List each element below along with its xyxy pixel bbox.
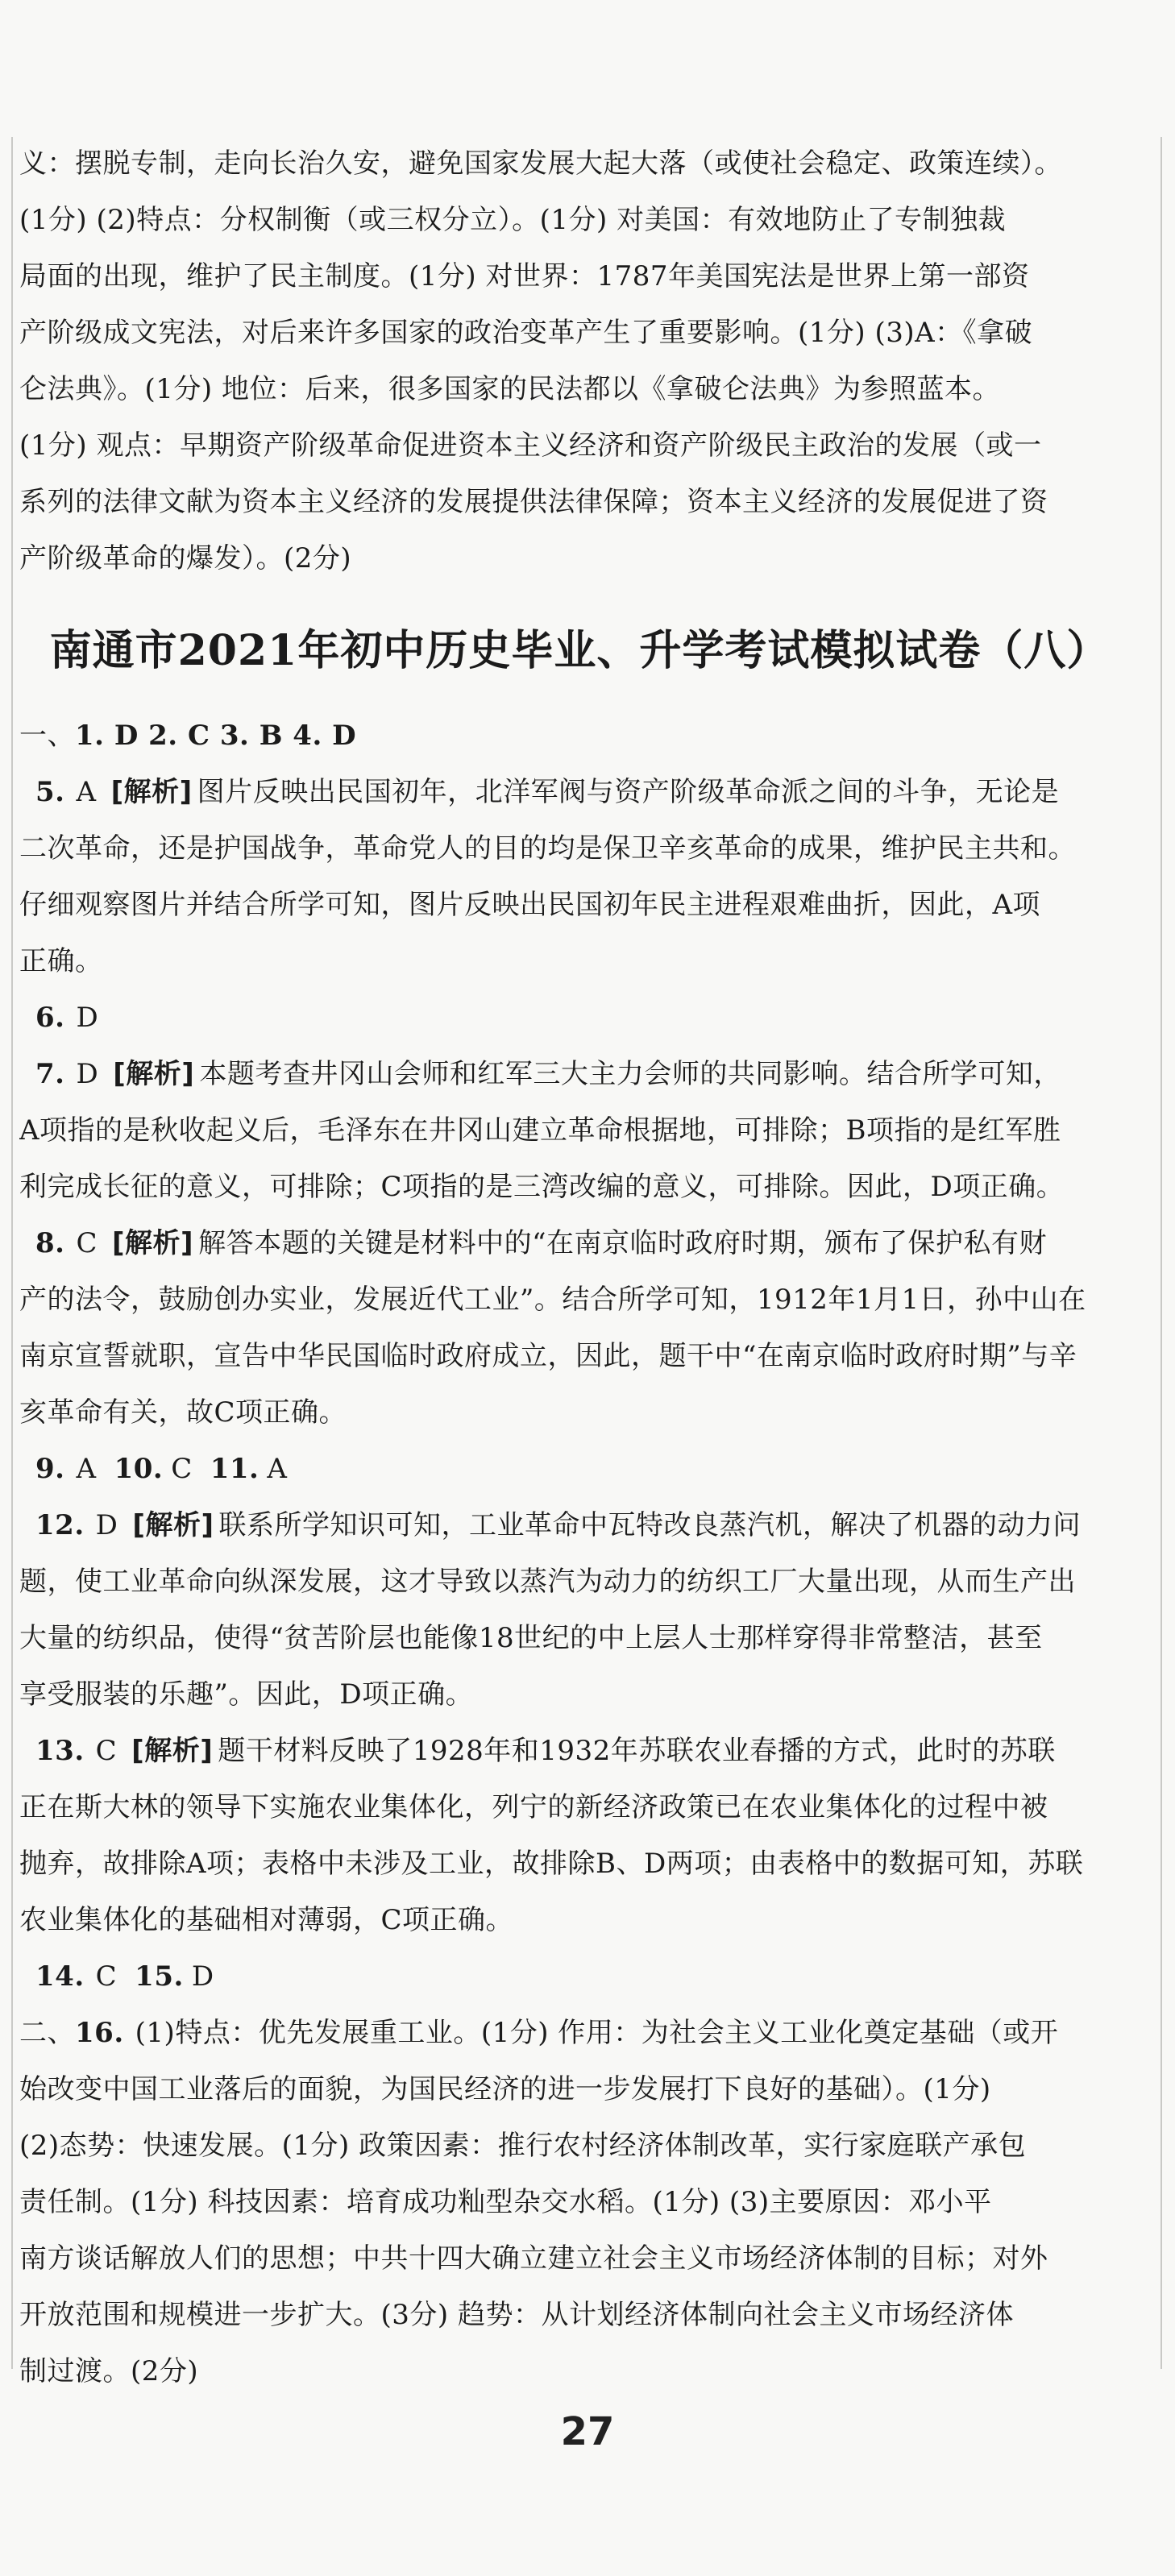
analysis-tag: [解析]: [132, 1509, 214, 1541]
text-line: 本题考查井冈山会师和红军三大主力会师的共同影响。结合所学可知，: [199, 1058, 1061, 1090]
analysis-tag: [解析]: [110, 776, 193, 808]
text-line: 制过渡。(2分): [19, 2355, 199, 2387]
answer-q12: [19, 1497, 1140, 1723]
answer-letter: A: [76, 776, 97, 808]
text-line: 农业集体化的基础相对薄弱，C项正确。: [19, 1904, 514, 1936]
answer-letter: C: [76, 1227, 98, 1259]
text-line: 开放范围和规模进一步扩大。(3分) 趋势：从计划经济体制向社会主义市场经济体: [19, 2299, 1014, 2331]
page-number: 27: [560, 2409, 615, 2454]
text-line: 产阶级革命的爆发）。(2分): [19, 542, 352, 575]
answer-letter: D: [95, 1509, 118, 1541]
text-line: (2)态势：快速发展。(1分) 政策因素：推行农村经济体制改革，实行家庭联产承包: [19, 2130, 1027, 2162]
text-line: 仑法典》。(1分) 地位：后来，很多国家的民法都以《拿破仑法典》为参照蓝本。: [19, 373, 1000, 405]
question-number: 6.: [35, 1002, 65, 1034]
text-line: A项指的是秋收起义后，毛泽东在井冈山建立革命根据地，可排除；B项指的是红军胜: [19, 1114, 1061, 1147]
text-line: 抛弃，故排除A项；表格中未涉及工业，故排除B、D两项；由表格中的数据可知，苏联: [19, 1848, 1084, 1880]
text-line: 大量的纺织品，使得“贫苦阶层也能像18世纪的中上层人士那样穿得非常整洁，甚至: [19, 1622, 1043, 1654]
question-number: 15.: [135, 1960, 184, 1993]
text-line: (1)特点：优先发展重工业。(1分) 作用：为社会主义工业化奠定基础（或开: [135, 2017, 1059, 2049]
question-number: 10.: [114, 1453, 164, 1485]
answer-letter: D: [191, 1960, 214, 1993]
text-line: 题，使工业革命向纵深发展，这才导致以蒸汽为动力的纺织工厂大量出现，从而生产出: [19, 1566, 1076, 1598]
answer-q13: [19, 1723, 1140, 1948]
text-line: 产的法令，鼓励创办实业，发展近代工业”。结合所学可知，1912年1月1日，孙中山在: [19, 1284, 1086, 1316]
question-number: 7.: [35, 1058, 65, 1090]
section-prefix: 二、: [19, 2017, 75, 2049]
analysis-tag: [解析]: [112, 1227, 194, 1259]
section-prefix: 一、: [19, 720, 75, 752]
answer-letter: C: [171, 1453, 193, 1485]
analysis-tag: [解析]: [131, 1735, 214, 1767]
analysis-tag: [解析]: [113, 1058, 195, 1090]
question-number: 12.: [35, 1509, 85, 1541]
answer-q5: [19, 764, 1140, 989]
text-line: 仔细观察图片并结合所学可知，图片反映出民国初年民主进程艰难曲折，因此，A项: [19, 889, 1041, 921]
answers-text: 1. D 2. C 3. B 4. D: [75, 720, 357, 752]
question-number: 8.: [35, 1227, 65, 1259]
text-line: 南方谈话解放人们的思想；中共十四大确立建立社会主义市场经济体制的目标；对外: [19, 2242, 1048, 2275]
text-line: 联系所学知识可知，工业革命中瓦特改良蒸汽机，解决了机器的动力问: [218, 1509, 1081, 1541]
right-margin-rule: [1160, 137, 1162, 2369]
question-number: 13.: [35, 1735, 85, 1767]
text-line: 系列的法律文献为资本主义经济的发展提供法律保障；资本主义经济的发展促进了资: [19, 486, 1048, 518]
question-number: 9.: [35, 1453, 65, 1485]
answer-q6: [19, 989, 1140, 1046]
question-number: 14.: [35, 1960, 85, 1993]
text-line: (1分) 观点：早期资产阶级革命促进资本主义经济和资产阶级民主政治的发展（或一: [19, 429, 1042, 462]
text-line: 图片反映出民国初年，北洋军阀与资产阶级革命派之间的斗争，无论是: [197, 776, 1060, 808]
text-line: 题干材料反映了1928年和1932年苏联农业春播的方式，此时的苏联: [218, 1735, 1056, 1767]
question-number: 5.: [35, 776, 65, 808]
answer-letter: C: [95, 1735, 118, 1767]
left-margin-rule: [11, 137, 13, 2369]
text-line: 始改变中国工业落后的面貌，为国民经济的进一步发展打下良好的基础）。(1分): [19, 2073, 991, 2105]
text-line: 亥革命有关，故C项正确。: [19, 1396, 347, 1429]
text-line: 正在斯大林的领导下实施农业集体化，列宁的新经济政策已在农业集体化的过程中被: [19, 1791, 1048, 1823]
text-line: 南京宣誓就职，宣告中华民国临时政府成立，因此，题干中“在南京临时政府时期”与辛: [19, 1340, 1077, 1372]
question-number: 16.: [75, 2017, 124, 2049]
text-line: 责任制。(1分) 科技因素：培育成功籼型杂交水稻。(1分) (3)主要原因：邓小平: [19, 2186, 992, 2218]
answer-column: [19, 135, 1140, 2400]
answer-q9-11: [19, 1441, 1140, 1497]
text-line: 产阶级成文宪法，对后来许多国家的政治变革产生了重要影响。(1分) (3)A：《拿破: [19, 317, 1033, 349]
answer-letter: C: [95, 1960, 118, 1993]
text-line: 享受服装的乐趣”。因此，D项正确。: [19, 1678, 474, 1711]
answer-q16: [19, 2005, 1140, 2400]
text-line: 正确。: [19, 945, 103, 977]
text-line: 局面的出现，维护了民主制度。(1分) 对世界：1787年美国宪法是世界上第一部资: [19, 260, 1030, 292]
answer-letter: D: [76, 1002, 99, 1034]
text-line: 义：摆脱专制，走向长治久安，避免国家发展大起大落（或使社会稳定、政策连续）。: [19, 147, 1062, 180]
text-line: 利完成长征的意义，可排除；C项指的是三湾改编的意义，可排除。因此，D项正确。: [19, 1171, 1065, 1203]
text-line: (1分) (2)特点：分权制衡（或三权分立）。(1分) 对美国：有效地防止了专制独裁: [19, 204, 1007, 236]
answer-letter: D: [76, 1058, 99, 1090]
answer-q8: [19, 1215, 1140, 1441]
section-title: 南通市2021年初中历史毕业、升学考试模拟试卷（八）: [49, 626, 1110, 675]
continued-answer-block: [19, 135, 1140, 587]
answer-letter: A: [267, 1453, 288, 1485]
text-line: 二次革命，还是护国战争，革命党人的目的均是保卫辛亥革命的成果，维护民主共和。: [19, 832, 1076, 865]
answer-letter: A: [76, 1453, 97, 1485]
answer-q14-15: [19, 1948, 1140, 2005]
answer-q7: [19, 1046, 1140, 1215]
text-line: 解答本题的关键是材料中的“在南京临时政府时期，颁布了保护私有财: [198, 1227, 1047, 1259]
question-number: 11.: [210, 1453, 259, 1485]
answer-q1-4: [19, 707, 1140, 764]
